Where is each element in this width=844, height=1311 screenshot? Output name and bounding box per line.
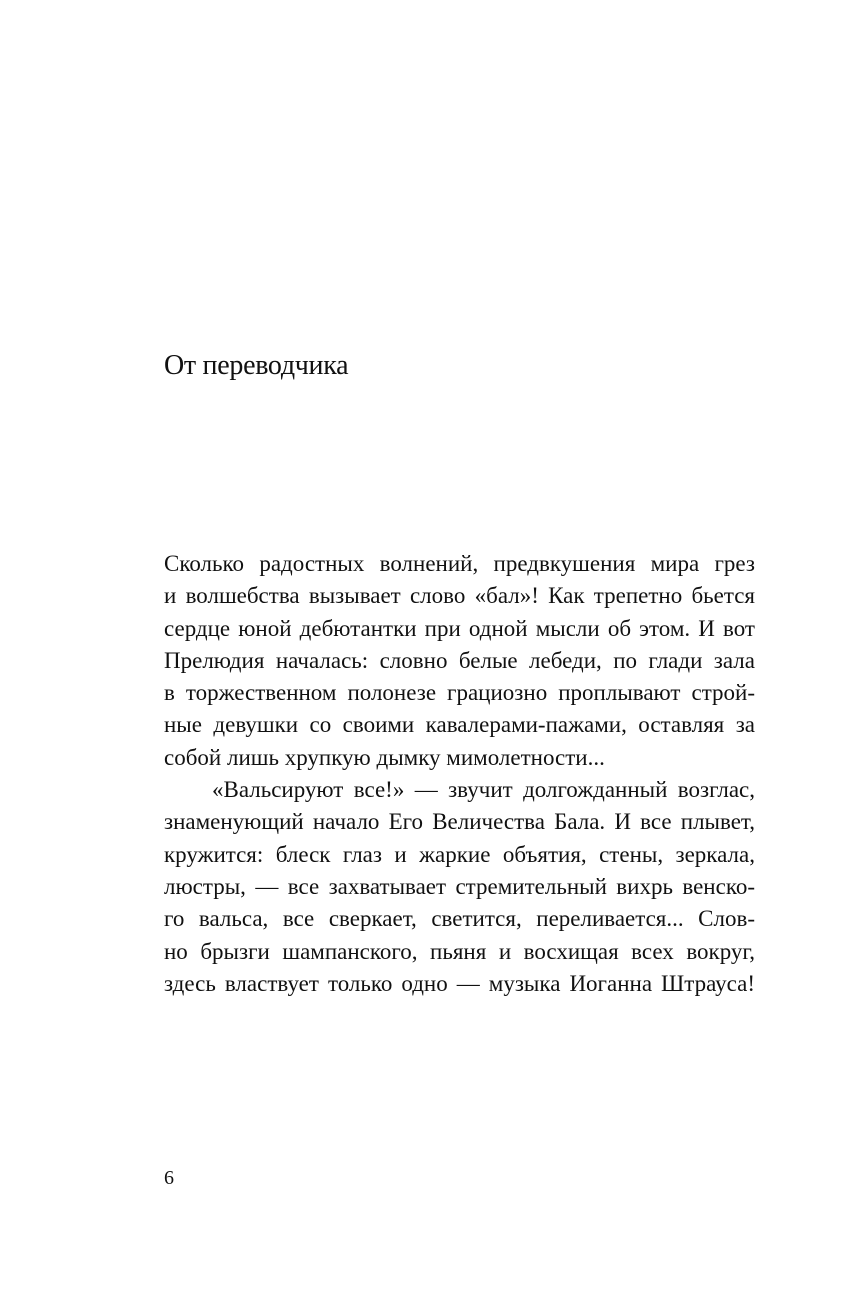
text-line: собой лишь хрупкую дымку мимолетности... (164, 744, 605, 770)
text-line: люстры, — все захватывает стремительный вихрь венско- (164, 873, 755, 899)
text-line: здесь властвует только одно — музыка Иоганна Штрауса! (164, 970, 755, 996)
text-line: в торжественном полонезе грациозно проплывают строй- (164, 680, 755, 706)
body-text (164, 548, 755, 1000)
text-line: кружится: блеск глаз и жаркие объятия, стены, зеркала, (164, 841, 755, 867)
text-line: сердце юной дебютантки при одной мысли об этом. И вот (164, 615, 755, 641)
text-line: Сколько радостных волнений, предвкушения мира грез (164, 551, 755, 576)
text-line: го вальса, все сверкает, светится, переливается... Слов- (164, 906, 755, 932)
paragraph-2 (164, 774, 755, 1000)
text-line: и волшебства вызывает слово «бал»! Как трепетно бьется (164, 583, 755, 609)
page-number: 6 (164, 1167, 174, 1189)
text-line: но брызги шампанского, пьяня и восхищая всех вокруг, (164, 938, 755, 964)
page-title: От переводчика (164, 350, 349, 381)
text-line: ные девушки со своими кавалерами-пажами, оставляя за (164, 712, 755, 738)
text-line: Прелюдия началась: словно белые лебеди, по глади зала (164, 647, 755, 673)
text-line: «Вальсируют все!» — звучит долгожданный возглас, (212, 777, 755, 803)
paragraph-1 (164, 548, 755, 774)
text-line: знаменующий начало Его Величества Бала. И все плывет, (164, 809, 755, 835)
